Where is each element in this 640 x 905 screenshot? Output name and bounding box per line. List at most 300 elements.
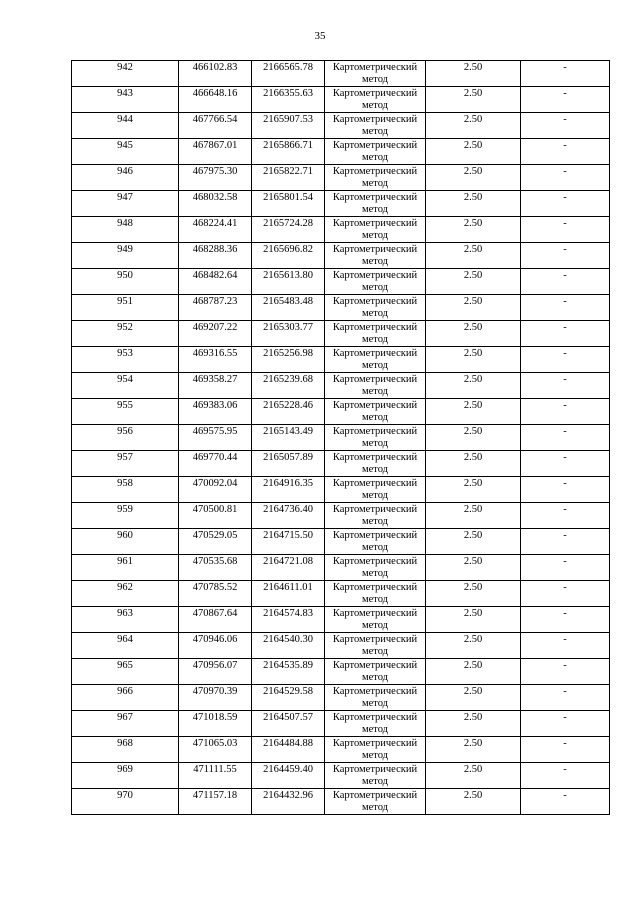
x-coordinate-text: 470785.52 <box>192 582 238 593</box>
method-cell <box>325 61 426 87</box>
accuracy-cell <box>426 87 521 113</box>
description-text: - <box>563 556 567 567</box>
description-cell <box>521 581 610 607</box>
x-coordinate-cell <box>179 477 252 503</box>
table-row <box>72 451 610 477</box>
x-coordinate-cell <box>179 243 252 269</box>
method-cell <box>325 425 426 451</box>
y-coordinate-cell <box>252 165 325 191</box>
x-coordinate-text: 470956.07 <box>192 660 238 671</box>
y-coordinate-text: 2164529.58 <box>263 686 313 697</box>
accuracy-cell <box>426 763 521 789</box>
accuracy-text: 2.50 <box>463 712 483 723</box>
y-coordinate-cell <box>252 425 325 451</box>
accuracy-text: 2.50 <box>463 322 483 333</box>
method-text-line1: Картометрический <box>332 712 418 723</box>
y-coordinate-text: 2164916.35 <box>263 478 313 489</box>
method-text-line1: Картометрический <box>332 608 418 619</box>
accuracy-text: 2.50 <box>463 88 483 99</box>
x-coordinate-text: 470867.64 <box>192 608 238 619</box>
point-number-cell <box>72 763 179 789</box>
description-text: - <box>563 426 567 437</box>
point-number-text: 963 <box>117 608 133 619</box>
description-cell <box>521 191 610 217</box>
point-number-cell <box>72 321 179 347</box>
description-text: - <box>563 686 567 697</box>
description-cell <box>521 269 610 295</box>
table-row <box>72 477 610 503</box>
y-coordinate-text: 2165057.89 <box>263 452 313 463</box>
method-text-line2: метод <box>361 178 389 189</box>
method-cell <box>325 451 426 477</box>
y-coordinate-text: 2165256.98 <box>263 348 313 359</box>
x-coordinate-cell <box>179 269 252 295</box>
accuracy-cell <box>426 165 521 191</box>
description-text: - <box>563 140 567 151</box>
description-cell <box>521 217 610 243</box>
y-coordinate-text: 2165239.68 <box>263 374 313 385</box>
accuracy-cell <box>426 243 521 269</box>
description-cell <box>521 61 610 87</box>
description-text: - <box>563 244 567 255</box>
method-text-line2: метод <box>361 724 389 735</box>
point-number-cell <box>72 61 179 87</box>
method-text-line1: Картометрический <box>332 400 418 411</box>
method-cell <box>325 217 426 243</box>
point-number-text: 942 <box>117 62 133 73</box>
y-coordinate-text: 2164484.88 <box>263 738 313 749</box>
method-text-line1: Картометрический <box>332 270 418 281</box>
accuracy-text: 2.50 <box>463 114 483 125</box>
method-cell <box>325 503 426 529</box>
method-text-line1: Картометрический <box>332 530 418 541</box>
description-cell <box>521 243 610 269</box>
method-text-line1: Картометрический <box>332 218 418 229</box>
table-row <box>72 555 610 581</box>
description-cell <box>521 113 610 139</box>
method-cell <box>325 763 426 789</box>
accuracy-text: 2.50 <box>463 764 483 775</box>
point-number-text: 957 <box>117 452 133 463</box>
method-text-line1: Картометрический <box>332 790 418 801</box>
table-row <box>72 243 610 269</box>
accuracy-text: 2.50 <box>463 218 483 229</box>
method-text-line1: Картометрический <box>332 114 418 125</box>
point-number-text: 955 <box>117 400 133 411</box>
method-text-line1: Картометрический <box>332 478 418 489</box>
y-coordinate-cell <box>252 451 325 477</box>
y-coordinate-cell <box>252 217 325 243</box>
x-coordinate-cell <box>179 347 252 373</box>
accuracy-cell <box>426 451 521 477</box>
method-cell <box>325 399 426 425</box>
method-text-line2: метод <box>361 750 389 761</box>
method-text-line2: метод <box>361 646 389 657</box>
y-coordinate-cell <box>252 633 325 659</box>
method-cell <box>325 529 426 555</box>
description-text: - <box>563 530 567 541</box>
method-text-line1: Картометрический <box>332 686 418 697</box>
x-coordinate-text: 467975.30 <box>192 166 238 177</box>
method-text-line1: Картометрический <box>332 88 418 99</box>
description-cell <box>521 87 610 113</box>
description-cell <box>521 347 610 373</box>
method-text-line2: метод <box>361 74 389 85</box>
x-coordinate-cell <box>179 607 252 633</box>
y-coordinate-cell <box>252 295 325 321</box>
method-text-line2: метод <box>361 516 389 527</box>
accuracy-text: 2.50 <box>463 400 483 411</box>
y-coordinate-text: 2165907.53 <box>263 114 313 125</box>
point-number-cell <box>72 425 179 451</box>
x-coordinate-text: 470946.06 <box>192 634 238 645</box>
accuracy-text: 2.50 <box>463 608 483 619</box>
accuracy-text: 2.50 <box>463 348 483 359</box>
description-cell <box>521 659 610 685</box>
point-number-text: 956 <box>117 426 133 437</box>
method-cell <box>325 633 426 659</box>
description-text: - <box>563 582 567 593</box>
accuracy-text: 2.50 <box>463 270 483 281</box>
description-cell <box>521 607 610 633</box>
description-text: - <box>563 660 567 671</box>
table-row <box>72 659 610 685</box>
method-cell <box>325 477 426 503</box>
point-number-cell <box>72 607 179 633</box>
description-text: - <box>563 114 567 125</box>
method-text-line1: Картометрический <box>332 764 418 775</box>
y-coordinate-text: 2164432.96 <box>263 790 313 801</box>
y-coordinate-cell <box>252 347 325 373</box>
description-text: - <box>563 62 567 73</box>
accuracy-text: 2.50 <box>463 582 483 593</box>
x-coordinate-cell <box>179 139 252 165</box>
x-coordinate-cell <box>179 789 252 815</box>
coordinates-table-body <box>72 61 610 815</box>
y-coordinate-cell <box>252 87 325 113</box>
accuracy-cell <box>426 113 521 139</box>
x-coordinate-cell <box>179 321 252 347</box>
description-cell <box>521 425 610 451</box>
y-coordinate-text: 2166355.63 <box>263 88 313 99</box>
point-number-text: 944 <box>117 114 133 125</box>
method-text-line1: Картометрический <box>332 582 418 593</box>
point-number-cell <box>72 87 179 113</box>
x-coordinate-cell <box>179 373 252 399</box>
point-number-text: 959 <box>117 504 133 515</box>
method-text-line1: Картометрический <box>332 140 418 151</box>
x-coordinate-text: 470529.05 <box>192 530 238 541</box>
x-coordinate-text: 468482.64 <box>192 270 238 281</box>
accuracy-text: 2.50 <box>463 244 483 255</box>
table-row <box>72 685 610 711</box>
accuracy-text: 2.50 <box>463 140 483 151</box>
description-cell <box>521 763 610 789</box>
accuracy-text: 2.50 <box>463 738 483 749</box>
accuracy-cell <box>426 529 521 555</box>
y-coordinate-cell <box>252 763 325 789</box>
point-number-cell <box>72 373 179 399</box>
x-coordinate-cell <box>179 581 252 607</box>
point-number-text: 966 <box>117 686 133 697</box>
x-coordinate-text: 470535.68 <box>192 556 238 567</box>
y-coordinate-text: 2164611.01 <box>263 582 313 593</box>
x-coordinate-cell <box>179 503 252 529</box>
description-cell <box>521 295 610 321</box>
point-number-cell <box>72 555 179 581</box>
method-text-line2: метод <box>361 230 389 241</box>
x-coordinate-text: 469770.44 <box>192 452 238 463</box>
description-text: - <box>563 764 567 775</box>
x-coordinate-cell <box>179 451 252 477</box>
table-row <box>72 737 610 763</box>
method-text-line1: Картометрический <box>332 634 418 645</box>
method-text-line1: Картометрический <box>332 62 418 73</box>
description-cell <box>521 373 610 399</box>
accuracy-text: 2.50 <box>463 504 483 515</box>
y-coordinate-cell <box>252 737 325 763</box>
method-text-line2: метод <box>361 334 389 345</box>
accuracy-cell <box>426 711 521 737</box>
description-cell <box>521 685 610 711</box>
point-number-text: 953 <box>117 348 133 359</box>
method-text-line1: Картометрический <box>332 192 418 203</box>
point-number-text: 968 <box>117 738 133 749</box>
point-number-text: 946 <box>117 166 133 177</box>
y-coordinate-text: 2165696.82 <box>263 244 313 255</box>
method-text-line2: метод <box>361 464 389 475</box>
method-cell <box>325 113 426 139</box>
accuracy-text: 2.50 <box>463 452 483 463</box>
method-text-line1: Картометрический <box>332 452 418 463</box>
table-row <box>72 217 610 243</box>
accuracy-cell <box>426 477 521 503</box>
description-cell <box>521 555 610 581</box>
point-number-text: 948 <box>117 218 133 229</box>
description-cell <box>521 529 610 555</box>
y-coordinate-cell <box>252 139 325 165</box>
point-number-text: 961 <box>117 556 133 567</box>
method-cell <box>325 685 426 711</box>
y-coordinate-text: 2166565.78 <box>263 62 313 73</box>
point-number-cell <box>72 399 179 425</box>
x-coordinate-cell <box>179 165 252 191</box>
y-coordinate-cell <box>252 113 325 139</box>
y-coordinate-text: 2164715.50 <box>263 530 313 541</box>
method-cell <box>325 789 426 815</box>
x-coordinate-cell <box>179 87 252 113</box>
x-coordinate-cell <box>179 113 252 139</box>
description-cell <box>521 789 610 815</box>
x-coordinate-cell <box>179 763 252 789</box>
method-cell <box>325 555 426 581</box>
accuracy-text: 2.50 <box>463 530 483 541</box>
method-text-line2: метод <box>361 802 389 813</box>
method-text-line2: метод <box>361 126 389 137</box>
table-row <box>72 399 610 425</box>
x-coordinate-text: 467766.54 <box>192 114 238 125</box>
table-row <box>72 87 610 113</box>
description-text: - <box>563 504 567 515</box>
method-text-line1: Картометрический <box>332 348 418 359</box>
description-text: - <box>563 166 567 177</box>
description-text: - <box>563 790 567 801</box>
accuracy-cell <box>426 503 521 529</box>
description-cell <box>521 737 610 763</box>
description-cell <box>521 165 610 191</box>
table-row <box>72 165 610 191</box>
accuracy-text: 2.50 <box>463 62 483 73</box>
accuracy-cell <box>426 347 521 373</box>
accuracy-cell <box>426 685 521 711</box>
point-number-cell <box>72 347 179 373</box>
method-cell <box>325 659 426 685</box>
description-text: - <box>563 738 567 749</box>
accuracy-cell <box>426 737 521 763</box>
point-number-text: 947 <box>117 192 133 203</box>
description-text: - <box>563 296 567 307</box>
method-text-line1: Картометрический <box>332 426 418 437</box>
x-coordinate-text: 471065.03 <box>192 738 238 749</box>
x-coordinate-cell <box>179 191 252 217</box>
y-coordinate-text: 2165801.54 <box>263 192 313 203</box>
method-text-line2: метод <box>361 256 389 267</box>
description-text: - <box>563 218 567 229</box>
table-row <box>72 61 610 87</box>
table-row <box>72 373 610 399</box>
description-text: - <box>563 608 567 619</box>
table-row <box>72 763 610 789</box>
x-coordinate-cell <box>179 685 252 711</box>
y-coordinate-cell <box>252 607 325 633</box>
y-coordinate-cell <box>252 269 325 295</box>
y-coordinate-text: 2165143.49 <box>263 426 313 437</box>
x-coordinate-cell <box>179 425 252 451</box>
point-number-cell <box>72 503 179 529</box>
y-coordinate-text: 2164574.83 <box>263 608 313 619</box>
table-row <box>72 321 610 347</box>
method-text-line2: метод <box>361 386 389 397</box>
description-text: - <box>563 452 567 463</box>
point-number-cell <box>72 243 179 269</box>
x-coordinate-text: 471018.59 <box>192 712 238 723</box>
method-text-line1: Картометрический <box>332 296 418 307</box>
point-number-cell <box>72 165 179 191</box>
table-row <box>72 191 610 217</box>
x-coordinate-text: 470500.81 <box>192 504 238 515</box>
table-row <box>72 113 610 139</box>
x-coordinate-cell <box>179 529 252 555</box>
method-text-line1: Картометрический <box>332 556 418 567</box>
point-number-text: 945 <box>117 140 133 151</box>
x-coordinate-text: 471157.18 <box>192 790 238 801</box>
x-coordinate-text: 469358.27 <box>192 374 238 385</box>
method-text-line2: метод <box>361 282 389 293</box>
description-cell <box>521 633 610 659</box>
method-text-line2: метод <box>361 204 389 215</box>
point-number-text: 962 <box>117 582 133 593</box>
y-coordinate-text: 2165724.28 <box>263 218 313 229</box>
accuracy-cell <box>426 633 521 659</box>
point-number-text: 951 <box>117 296 133 307</box>
point-number-cell <box>72 789 179 815</box>
description-cell <box>521 321 610 347</box>
accuracy-cell <box>426 555 521 581</box>
method-cell <box>325 269 426 295</box>
y-coordinate-text: 2165866.71 <box>263 140 313 151</box>
description-text: - <box>563 712 567 723</box>
method-text-line2: метод <box>361 438 389 449</box>
y-coordinate-cell <box>252 555 325 581</box>
point-number-cell <box>72 737 179 763</box>
table-row <box>72 425 610 451</box>
x-coordinate-cell <box>179 633 252 659</box>
method-text-line2: метод <box>361 568 389 579</box>
y-coordinate-text: 2164540.30 <box>263 634 313 645</box>
description-cell <box>521 451 610 477</box>
y-coordinate-cell <box>252 191 325 217</box>
point-number-cell <box>72 113 179 139</box>
description-text: - <box>563 192 567 203</box>
description-text: - <box>563 322 567 333</box>
accuracy-text: 2.50 <box>463 296 483 307</box>
accuracy-cell <box>426 139 521 165</box>
accuracy-cell <box>426 321 521 347</box>
y-coordinate-text: 2164721.08 <box>263 556 313 567</box>
table-row <box>72 139 610 165</box>
point-number-text: 958 <box>117 478 133 489</box>
y-coordinate-text: 2165613.80 <box>263 270 313 281</box>
table-row <box>72 347 610 373</box>
description-cell <box>521 139 610 165</box>
method-text-line2: метод <box>361 490 389 501</box>
x-coordinate-text: 468224.41 <box>192 218 238 229</box>
point-number-text: 960 <box>117 530 133 541</box>
point-number-text: 943 <box>117 88 133 99</box>
accuracy-text: 2.50 <box>463 686 483 697</box>
point-number-text: 964 <box>117 634 133 645</box>
x-coordinate-text: 469383.06 <box>192 400 238 411</box>
table-row <box>72 269 610 295</box>
method-cell <box>325 711 426 737</box>
accuracy-cell <box>426 373 521 399</box>
y-coordinate-text: 2165228.46 <box>263 400 313 411</box>
x-coordinate-text: 466648.16 <box>192 88 238 99</box>
description-cell <box>521 711 610 737</box>
point-number-cell <box>72 581 179 607</box>
method-text-line2: метод <box>361 672 389 683</box>
x-coordinate-text: 470092.04 <box>192 478 238 489</box>
description-text: - <box>563 374 567 385</box>
method-text-line2: метод <box>361 412 389 423</box>
method-cell <box>325 347 426 373</box>
table-row <box>72 529 610 555</box>
y-coordinate-cell <box>252 373 325 399</box>
y-coordinate-cell <box>252 685 325 711</box>
description-text: - <box>563 88 567 99</box>
point-number-text: 952 <box>117 322 133 333</box>
page-number: 35 <box>314 30 326 42</box>
table-row <box>72 607 610 633</box>
accuracy-cell <box>426 269 521 295</box>
x-coordinate-text: 469316.55 <box>192 348 238 359</box>
y-coordinate-cell <box>252 581 325 607</box>
method-text-line2: метод <box>361 308 389 319</box>
method-cell <box>325 737 426 763</box>
method-text-line1: Картометрический <box>332 322 418 333</box>
method-cell <box>325 165 426 191</box>
method-text-line2: метод <box>361 152 389 163</box>
